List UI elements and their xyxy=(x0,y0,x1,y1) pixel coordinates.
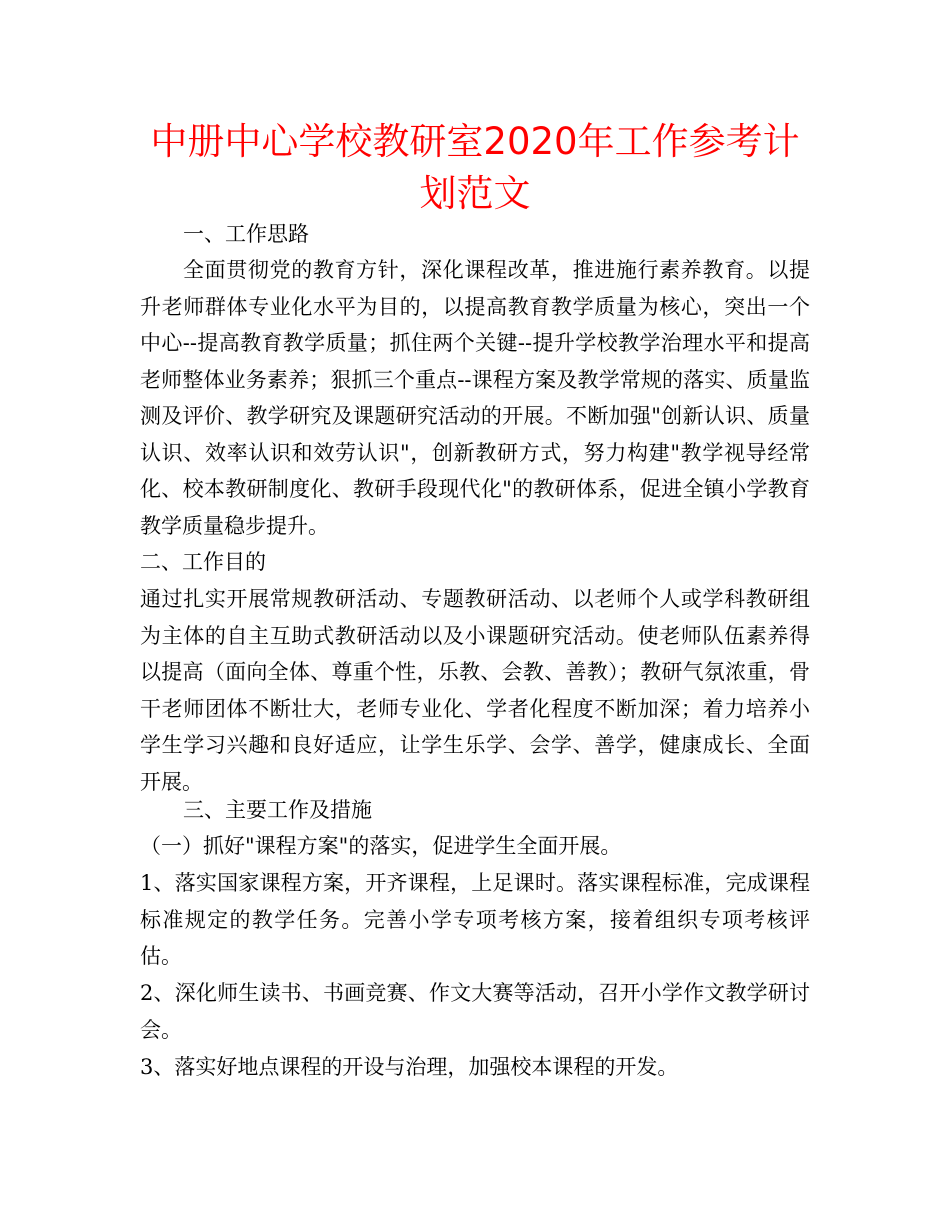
section-heading-main-work: 三、主要工作及措施 xyxy=(183,798,372,822)
section-heading-work-approach: 一、工作思路 xyxy=(183,222,309,246)
document-title: 中册中心学校教研室2020年工作参考计划范文 xyxy=(150,120,800,215)
list-item-3: 3、落实好地点课程的开设与治理，加强校本课程的开发。 xyxy=(140,1055,679,1079)
paragraph-work-goals: 通过扎实开展常规教研活动、专题教研活动、以老师个人或学科教研组为主体的自主互助式教研活动以及小课题研究活动。使老师队伍素养得以提高（面向全体、尊重个性，乐教、会教、善教）；教研气氛浓重，骨干老师团体不断壮大，老师专业化、学者化程度不断加深；着力培养小学生学习兴趣和良好适应，让学生乐学、会学、善学，健康成长、全面开展。 xyxy=(140,587,810,794)
paragraph-work-approach: 全面贯彻党的教育方针，深化课程改革，推进施行素养教育。以提升老师群体专业化水平为目的，以提高教育教学质量为核心，突出一个中心--提高教育教学质量；抓住两个关键--提升学校教学治理水平和提高老师整体业务素养；狠抓三个重点--课程方案及教学常规的落实、质量监测及评价、教学研究及课题研究活动的开展。不断加强"创新认识、质量认识、效率认识和效劳认识"，创新教研方式，努力构建"教学视导经常化、校本教研制度化、教研手段现代化"的教研体系，促进全镇小学教育教学质量稳步提升。 xyxy=(140,258,810,538)
section-heading-work-goals: 二、工作目的 xyxy=(140,550,266,574)
subsection-heading-curriculum: （一）抓好"课程方案"的落实，促进学生全面开展。 xyxy=(140,834,622,858)
list-item-1: 1、落实国家课程方案，开齐课程，上足课时。落实课程标准，完成课程标准规定的教学任务。完善小学专项考核方案，接着组织专项考核评估。 xyxy=(140,871,810,968)
list-item-2: 2、深化师生读书、书画竞赛、作文大赛等活动，召开小学作文教学研讨会。 xyxy=(140,981,810,1042)
